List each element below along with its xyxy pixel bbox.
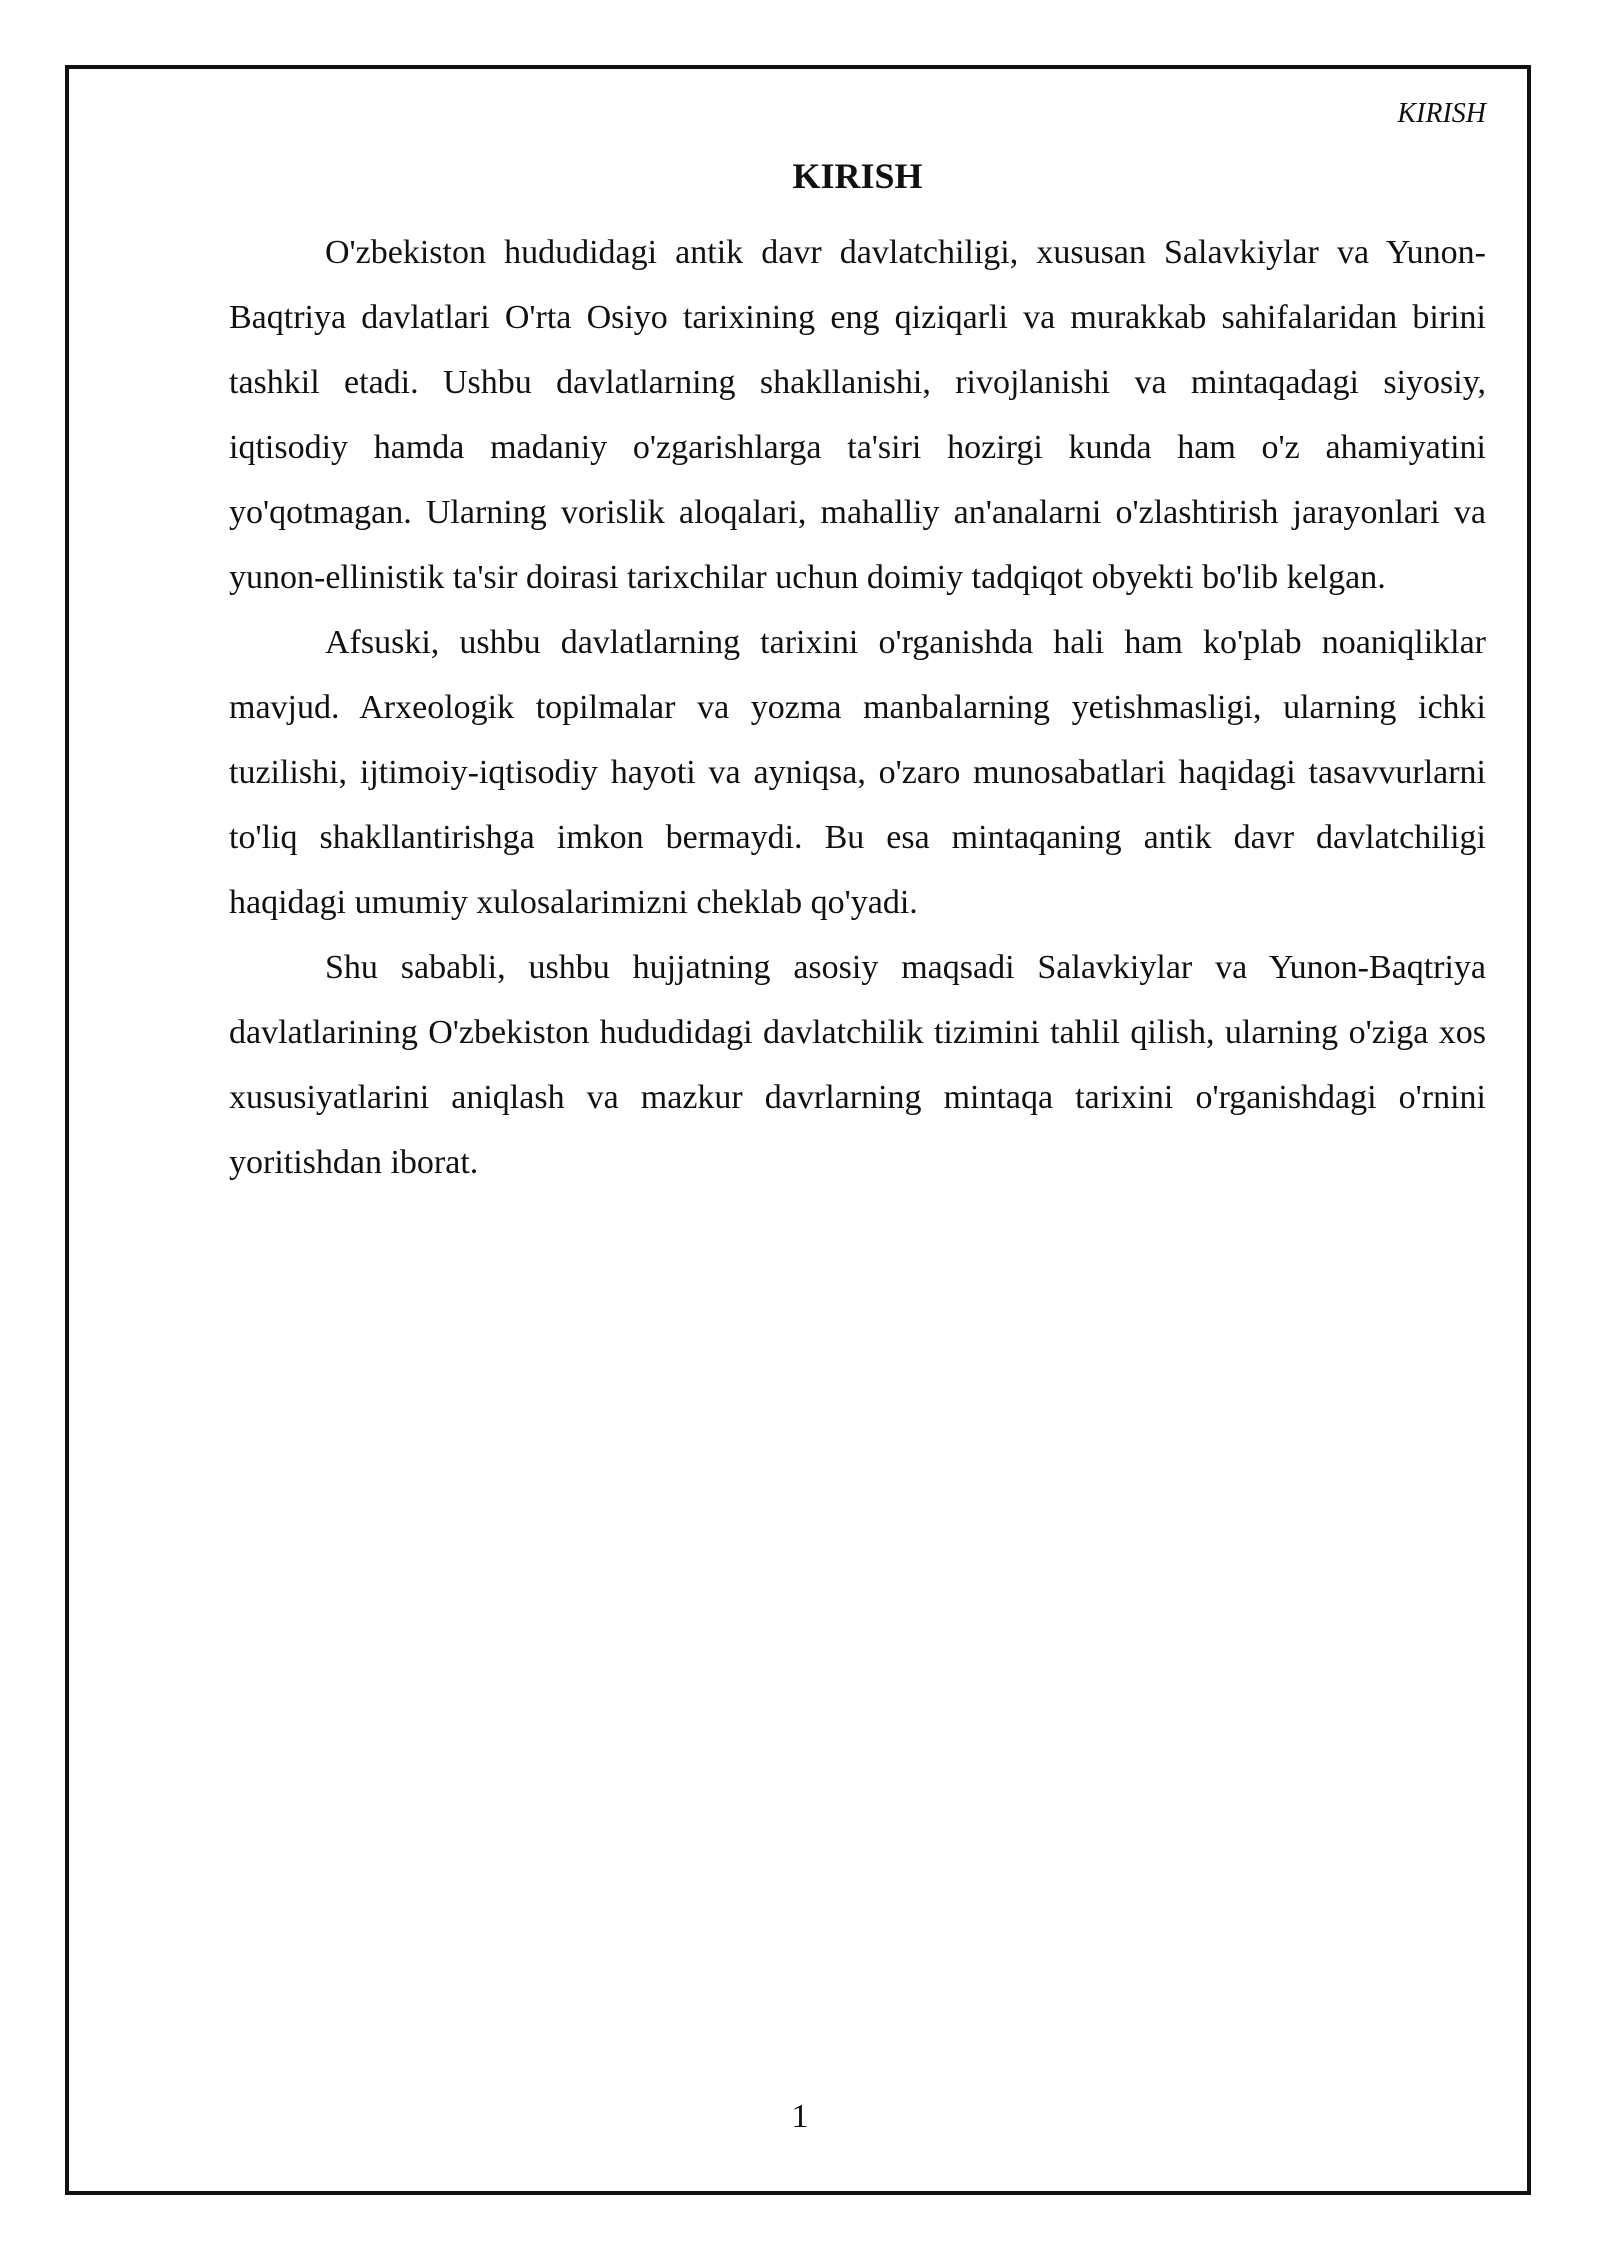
page-number: 1 (791, 2098, 809, 2135)
page-content (229, 146, 1486, 1195)
paragraph-3: Shu sababli, ushbu hujjatning asosiy maqsadi Salavkiylar va Yunon-Baqtriya davlatlarining O'zbekiston hududidagi davlatchilik tizimini tahlil qilish, ularning o'ziga xos xususiyatlarini aniqlash va mazkur davrlarning mintaqa tarixini o'rganishdagi o'rnini yoritishdan iborat. (229, 949, 1486, 1181)
page-title: KIRISH (792, 156, 923, 196)
running-header: KIRISH (1397, 98, 1486, 129)
paragraph-1: O'zbekiston hududidagi antik davr davlatchiligi, xususan Salavkiylar va Yunon-Baqtriya davlatlari O'rta Osiyo tarixining eng qiziqarli va murakkab sahifalaridan birini tashkil etadi. Ushbu davlatlarning shakllanishi, rivojlanishi va mintaqadagi siyosiy, iqtisodiy hamda madaniy o'zgarishlarga ta'siri hozirgi kunda ham o'z ahamiyatini yo'qotmagan. Ularning vorislik aloqalari, mahalliy an'analarni o'zlashtirish jarayonlari va yunon-ellinistik ta'sir doirasi tarixchilar uchun doimiy tadqiqot obyekti bo'lib kelgan. (229, 234, 1486, 596)
paragraph-2: Afsuski, ushbu davlatlarning tarixini o'rganishda hali ham ko'plab noaniqliklar mavjud. Arxeologik topilmalar va yozma manbalarning yetishmasligi, ularning ichki tuzilishi, ijtimoiy-iqtisodiy hayoti va ayniqsa, o'zaro munosabatlari haqidagi tasavvurlarni to'liq shakllantirishga imkon bermaydi. Bu esa mintaqaning antik davr davlatchiligi haqidagi umumiy xulosalarimizni cheklab qo'yadi. (229, 624, 1486, 921)
